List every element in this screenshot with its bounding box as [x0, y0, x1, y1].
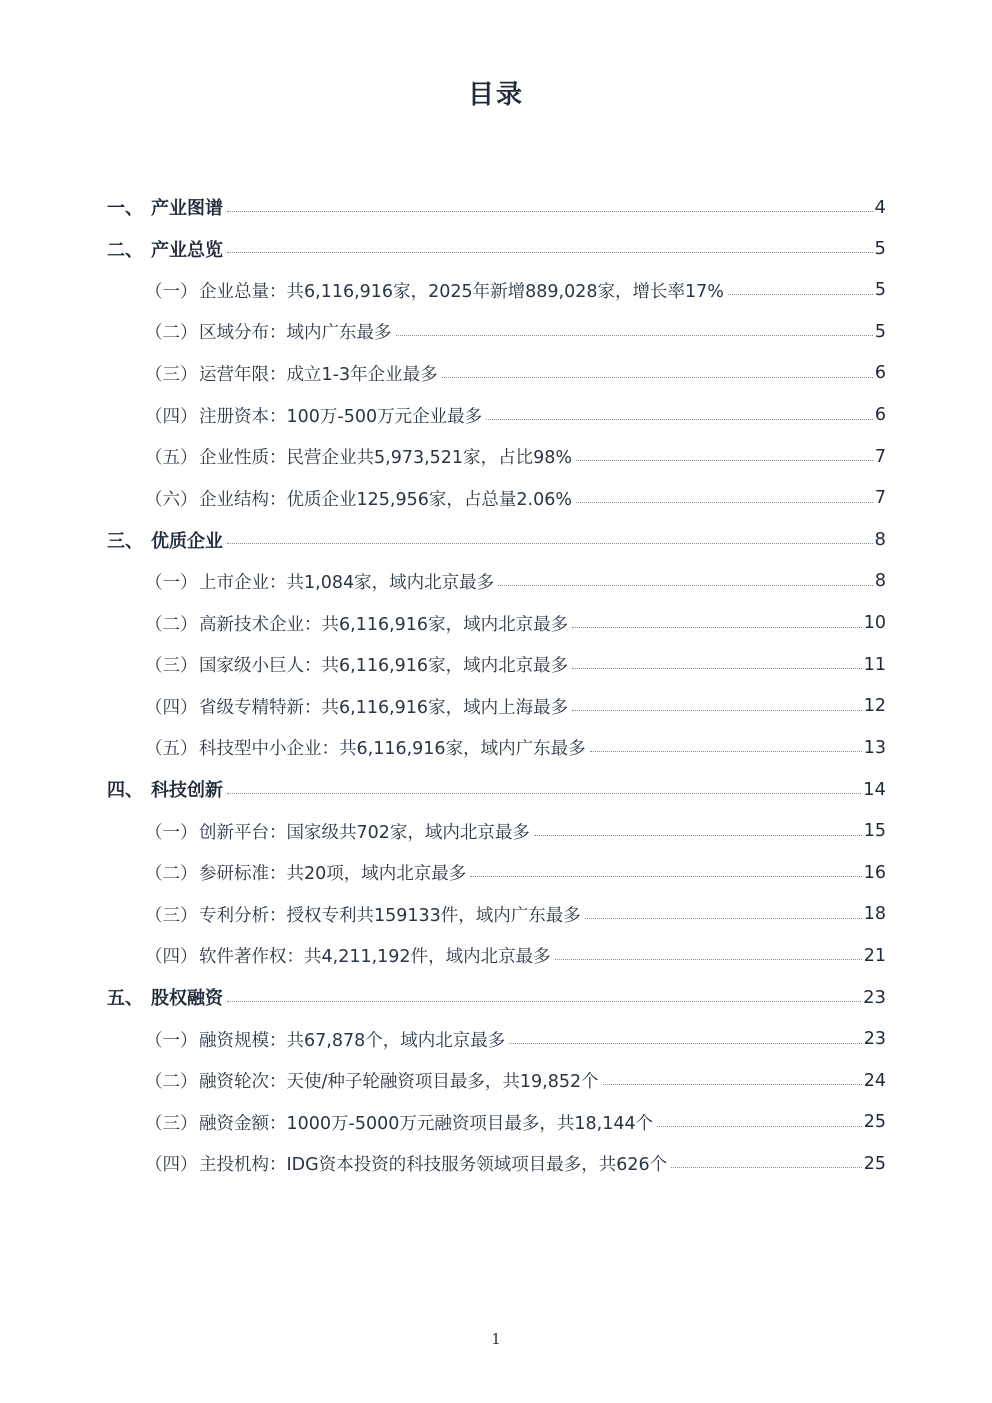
toc-entry-number: （一）	[145, 822, 198, 843]
toc-entry-number: 二、	[107, 239, 143, 261]
toc-entry-number: （五）	[145, 448, 198, 469]
toc-page-number: 21	[863, 945, 886, 966]
toc-entry-number: （三）	[145, 364, 198, 385]
toc-dot-leader	[576, 502, 873, 503]
toc-page-number: 8	[874, 571, 886, 592]
toc-entry-title: 参研标准：共20项，域内北京最多	[199, 864, 467, 885]
toc-entry-number: （二）	[145, 1072, 198, 1093]
toc-entry-title: 高新技术企业：共6,116,916家，域内北京最多	[199, 614, 569, 635]
toc-page-number: 7	[874, 446, 886, 467]
toc-entry-title: 创新平台：国家级共702家，域内北京最多	[199, 822, 530, 843]
toc-dot-leader	[728, 294, 873, 295]
toc-page-number: 23	[863, 1029, 886, 1049]
toc-entry-number: （三）	[145, 656, 198, 677]
toc-page-number: 16	[863, 862, 886, 883]
toc-entry-title: 软件著作权：共4,211,192件，域内北京最多	[199, 947, 551, 968]
toc-section-entry[interactable]	[145, 692, 886, 720]
toc-entry-number: （六）	[145, 489, 198, 510]
toc-dot-leader	[498, 585, 873, 586]
toc-entry-number: （四）	[145, 406, 198, 427]
toc-dot-leader	[585, 918, 862, 919]
toc-dot-leader	[227, 793, 861, 794]
toc-entry-number: 三、	[107, 530, 143, 552]
toc-page-number: 24	[863, 1070, 886, 1091]
toc-dot-leader	[572, 627, 862, 628]
toc-entry-title: 上市企业：共1,084家，域内北京最多	[199, 572, 495, 593]
toc-entry-title: 区域分布：域内广东最多	[199, 323, 392, 344]
toc-entry-number: （一）	[145, 1030, 198, 1051]
toc-section-entry[interactable]	[145, 567, 886, 595]
toc-entry-title: 融资规模：共67,878个，域内北京最多	[199, 1030, 506, 1051]
toc-page-number: 25	[863, 1112, 886, 1133]
toc-entry-number: （一）	[145, 572, 198, 593]
toc-section-entry[interactable]	[145, 1067, 886, 1095]
toc-section-entry[interactable]	[145, 359, 886, 387]
toc-section-entry[interactable]	[145, 734, 886, 762]
toc-page-number: 10	[863, 613, 886, 633]
page-title: 目录	[467, 80, 524, 110]
toc-entry-title: 企业性质：民营企业共5,973,521家，占比98%	[199, 448, 572, 469]
toc-section-entry[interactable]	[145, 1150, 886, 1178]
toc-page-number: 14	[863, 778, 886, 800]
toc-dot-leader	[572, 668, 862, 669]
toc-dot-leader	[555, 959, 862, 960]
toc-dot-leader	[227, 252, 873, 253]
toc-section-entry[interactable]	[145, 1108, 886, 1136]
toc-section-entry[interactable]	[145, 401, 886, 429]
toc-chapter-entry[interactable]	[107, 775, 886, 803]
toc-page-number: 6	[874, 363, 886, 384]
toc-entry-title: 产业图谱	[151, 198, 223, 219]
toc-entry-title: 省级专精特新：共6,116,916家，域内上海最多	[199, 697, 569, 718]
toc-chapter-entry[interactable]	[107, 526, 886, 554]
toc-section-entry[interactable]	[145, 1025, 886, 1053]
toc-entry-number: （四）	[145, 947, 198, 968]
toc-entry-title: 专利分析：授权专利共159133件，域内广东最多	[199, 905, 581, 926]
toc-dot-leader	[227, 1001, 861, 1002]
toc-chapter-entry[interactable]	[107, 193, 886, 221]
toc-entry-title: 股权融资	[151, 988, 223, 1010]
toc-chapter-entry[interactable]	[107, 235, 886, 263]
toc-entry-title: 科技型中小企业：共6,116,916家，域内广东最多	[199, 739, 586, 760]
toc-page-number: 13	[863, 737, 886, 758]
toc-entry-number: （二）	[145, 323, 198, 344]
toc-page-number: 5	[874, 321, 886, 342]
toc-dot-leader	[486, 419, 873, 420]
toc-page-number: 18	[863, 904, 886, 925]
toc-entry-title: 企业总量：共6,116,916家，2025年新增889,028家，增长率17%	[199, 281, 724, 302]
toc-entry-title: 企业结构：优质企业125,956家，占总量2.06%	[199, 489, 572, 510]
toc-entry-number: （五）	[145, 739, 198, 760]
toc-entry-title: 优质企业	[151, 530, 223, 552]
toc-section-entry[interactable]	[145, 859, 886, 887]
toc-dot-leader	[227, 543, 873, 544]
toc-dot-leader	[576, 460, 873, 461]
toc-page-number: 12	[863, 696, 886, 717]
page-number: 1	[491, 1330, 501, 1348]
toc-entry-number: （四）	[145, 697, 198, 718]
toc-entry-title: 注册资本：100万-500万元企业最多	[199, 406, 483, 427]
toc-entry-number: 一、	[107, 198, 143, 219]
toc-section-entry[interactable]	[145, 817, 886, 845]
toc-dot-leader	[227, 211, 873, 212]
toc-page-number: 4	[874, 196, 886, 218]
toc-entry-title: 运营年限：成立1-3年企业最多	[199, 364, 438, 385]
toc-page-number: 7	[874, 488, 886, 509]
toc-entry-number: （三）	[145, 905, 198, 926]
toc-dot-leader	[572, 710, 862, 711]
toc-dot-leader	[442, 377, 873, 378]
toc-section-entry[interactable]	[145, 318, 886, 346]
toc-page-number: 11	[863, 654, 886, 675]
toc-entry-number: （三）	[145, 1113, 198, 1134]
toc-dot-leader	[396, 335, 873, 336]
toc-page-number: 6	[874, 405, 886, 425]
toc-section-entry[interactable]	[145, 276, 886, 304]
toc-dot-leader	[470, 876, 861, 877]
toc-entry-title: 产业总览	[151, 239, 223, 261]
toc-section-entry[interactable]	[145, 484, 886, 512]
toc-entry-number: （二）	[145, 864, 198, 885]
toc-dot-leader	[671, 1167, 862, 1168]
toc-section-entry[interactable]	[145, 609, 886, 637]
toc-entry-title: 科技创新	[151, 780, 223, 802]
toc-entry-number: （二）	[145, 614, 198, 635]
toc-entry-number: 五、	[107, 988, 143, 1010]
toc-page-number: 23	[863, 986, 886, 1008]
toc-entry-title: 融资金额：1000万-5000万元融资项目最多，共18,144个	[199, 1113, 654, 1134]
toc-entry-number: 四、	[107, 780, 143, 802]
toc-section-entry[interactable]	[145, 942, 886, 970]
toc-entry-title: 国家级小巨人：共6,116,916家，域内北京最多	[199, 656, 569, 677]
toc-dot-leader	[509, 1043, 861, 1044]
toc-entry-title: 主投机构：IDG资本投资的科技服务领域项目最多，共626个	[199, 1155, 668, 1176]
toc-section-entry[interactable]	[145, 900, 886, 928]
toc-section-entry[interactable]	[145, 443, 886, 471]
toc-page-number: 25	[863, 1153, 886, 1174]
toc-dot-leader	[603, 1084, 862, 1085]
toc-entry-number: （一）	[145, 281, 198, 302]
toc-chapter-entry[interactable]	[107, 983, 886, 1011]
toc-entry-title: 融资轮次：天使/种子轮融资项目最多，共19,852个	[199, 1072, 599, 1093]
toc-page-number: 15	[863, 821, 886, 841]
toc-page-number: 5	[874, 238, 886, 260]
toc-page-number: 8	[874, 529, 886, 551]
toc-dot-leader	[590, 751, 862, 752]
toc-page-number: 5	[874, 280, 886, 301]
toc-dot-leader	[657, 1126, 862, 1127]
toc-entry-number: （四）	[145, 1155, 198, 1176]
toc-section-entry[interactable]	[145, 651, 886, 679]
toc-dot-leader	[534, 835, 862, 836]
